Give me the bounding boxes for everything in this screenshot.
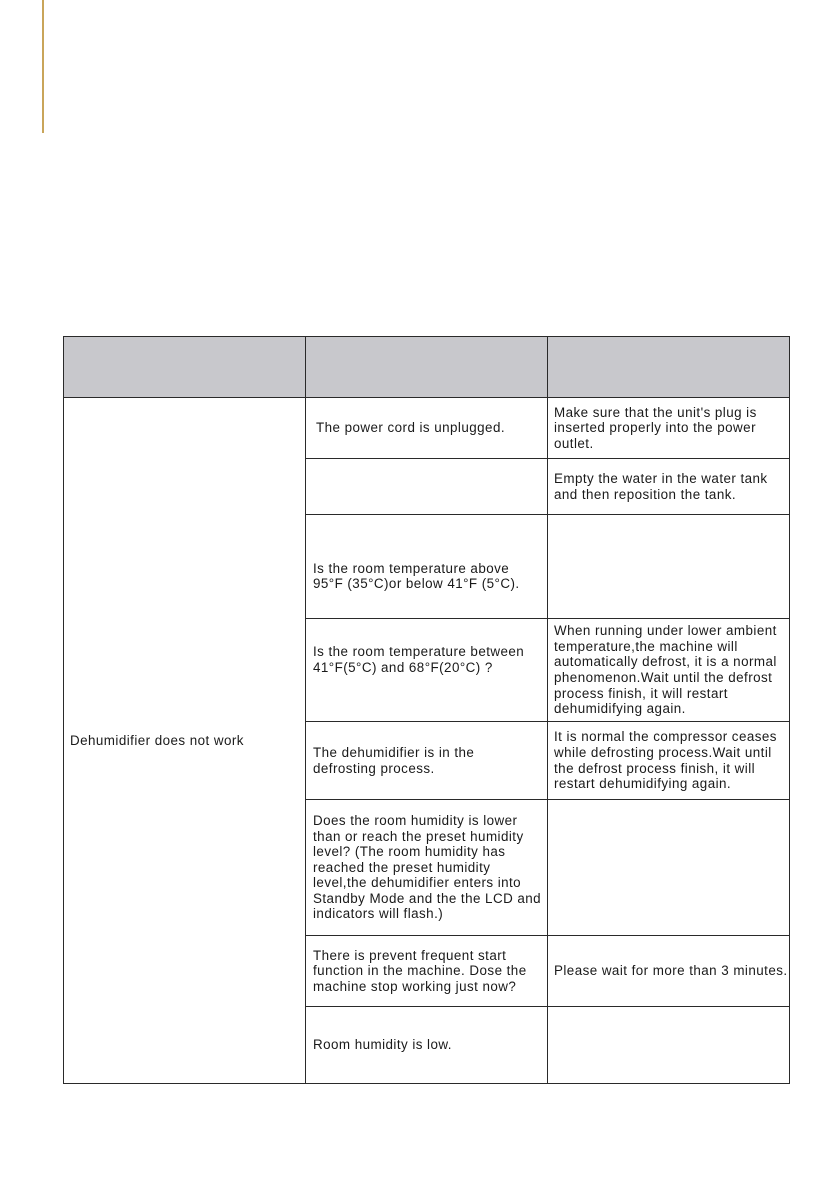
cause-cell xyxy=(306,1007,548,1084)
cause-text: Does the room humidity is lower than or reach the preset humidity level? (The room humidity has reached the preset humidity level,the dehumidifier enters into Standby Mode and the the LCD and indicators will flash.) xyxy=(313,812,542,922)
cause-text: The dehumidifier is in the defrosting process. xyxy=(313,744,475,776)
solution-cell xyxy=(548,619,790,722)
solution-cell xyxy=(548,936,790,1007)
solution-text: When running under lower ambient temperature,the machine will automatically defrost, it is a normal phenomenon.Wait until the defrost process finish, it will restart dehumidifying again. xyxy=(554,623,777,717)
table-header-row xyxy=(64,337,790,398)
cause-cell xyxy=(306,936,548,1007)
cause-cell xyxy=(306,515,548,619)
solution-cell xyxy=(548,800,790,936)
solution-cell xyxy=(548,1007,790,1084)
solution-cell xyxy=(548,398,790,459)
problem-text: Dehumidifier does not work xyxy=(70,732,244,748)
cause-text: Is the room temperature between 41°F(5°C) and 68°F(20°C) ? xyxy=(313,644,525,675)
solution-text: Please wait for more than 3 minutes. xyxy=(554,963,788,979)
solution-cell xyxy=(548,515,790,619)
table-row xyxy=(64,398,790,459)
table-body xyxy=(64,398,790,1084)
cause-text: Is the room temperature above 95°F (35°C)or below 41°F (5°C). xyxy=(313,560,520,592)
header-cause xyxy=(306,337,548,398)
header-solution xyxy=(548,337,790,398)
solution-cell xyxy=(548,722,790,800)
cause-text: There is prevent frequent start function in the machine. Dose the machine stop working just now? xyxy=(313,947,527,994)
cause-cell xyxy=(306,619,548,722)
cause-text: The power cord is unplugged. xyxy=(316,420,506,436)
cause-text: Room humidity is low. xyxy=(313,1037,452,1053)
solution-text: Empty the water in the water tank and then reposition the tank. xyxy=(554,470,768,502)
cause-cell xyxy=(306,800,548,936)
solution-text: It is normal the compressor ceases while defrosting process.Wait until the defrost process finish, it will restart dehumidifying again. xyxy=(554,729,777,792)
cause-cell xyxy=(306,459,548,515)
accent-line xyxy=(42,0,44,133)
cause-cell xyxy=(306,722,548,800)
cause-cell xyxy=(306,398,548,459)
header-problem xyxy=(64,337,306,398)
table-header xyxy=(64,337,790,398)
solution-cell xyxy=(548,459,790,515)
troubleshooting-table xyxy=(63,336,790,1084)
solution-text: Make sure that the unit's plug is inserted properly into the power outlet. xyxy=(554,404,757,451)
problem-cell xyxy=(64,398,306,1084)
